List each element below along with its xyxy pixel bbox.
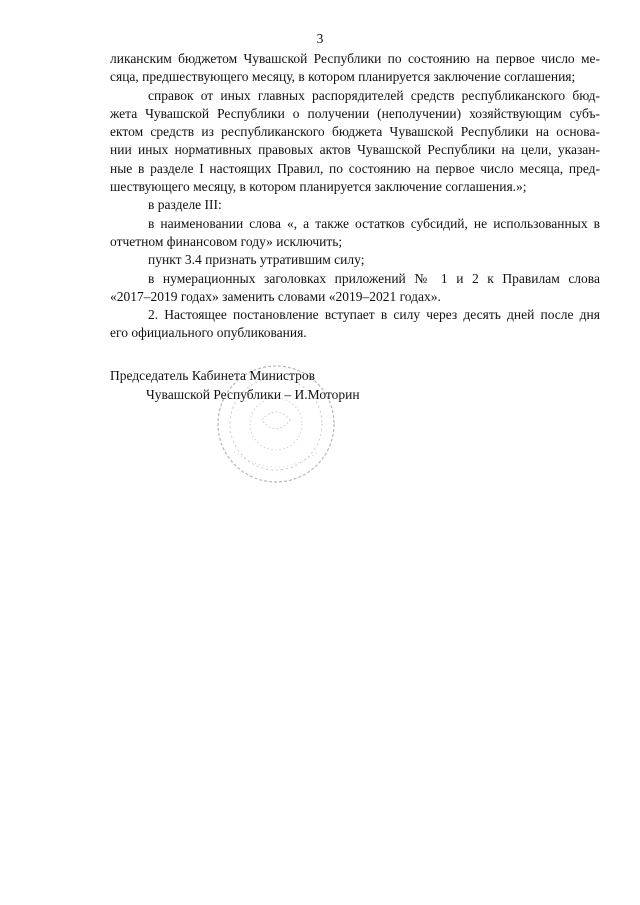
text-line: отчетном финансовом году» исключить; [110, 233, 343, 249]
text-line: ектом средств из республиканского бюджета Чувашской Республики на основа- [110, 124, 600, 140]
text-line: справок от иных главных распорядителей средств республиканского бюд- [148, 87, 600, 103]
text-line: в нумерационных заголовках приложений № 1 и 2 к Правилам слова [148, 270, 600, 286]
resolution-text [110, 50, 600, 343]
text-line: его официального опубликования. [110, 325, 307, 341]
text-line: 2. Настоящее постановление вступает в силу через десять дней после дня [148, 307, 600, 323]
text-line: в разделе III: [148, 197, 222, 213]
page-number: 3 [316, 31, 324, 46]
text-line: жета Чувашской Республики о получении (неполучении) хозяйствующим субъ- [110, 105, 600, 121]
text-line: «2017–2019 годах» заменить словами «2019–2021 годах». [110, 288, 441, 304]
text-line: в наименовании слова «, а также остатков субсидий, не использованных в [148, 215, 600, 231]
text-line: нии иных нормативных правовых актов Чувашской Республики на цели, указан- [110, 142, 600, 158]
text-line: ные в разделе I настоящих Правил, по состоянию на первое число месяца, пред- [110, 160, 600, 176]
signature-block [110, 366, 360, 404]
text-line: ликанским бюджетом Чувашской Республики по состоянию на первое число ме- [110, 51, 600, 66]
signature-title: Председатель Кабинета Министров [110, 368, 315, 383]
text-line: пункт 3.4 признать утратившим силу; [148, 252, 365, 268]
text-line: сяца, предшествующего месяцу, в котором планируется заключение соглашения; [110, 69, 576, 85]
signature-name: Чувашской Республики – И.Моторин [146, 387, 360, 402]
text-line: шествующего месяцу, в котором планируется заключение соглашения.»; [110, 179, 527, 195]
